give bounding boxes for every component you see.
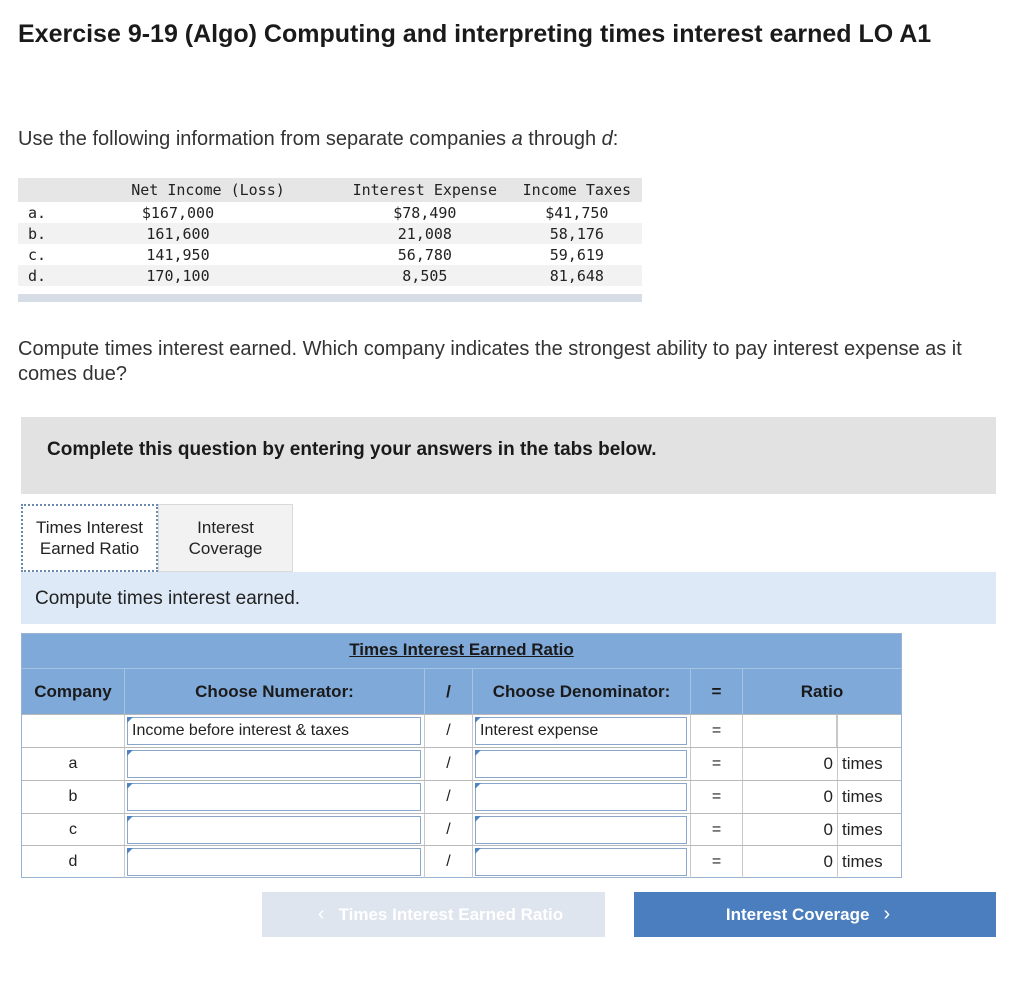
income-taxes-cell: 81,648 — [512, 265, 642, 286]
tab-label: Times Interest Earned Ratio — [35, 518, 144, 558]
net-income-cell: $167,000 — [141, 203, 215, 222]
income-taxes-cell: $41,750 — [545, 203, 609, 222]
numerator-input[interactable] — [127, 750, 421, 778]
equals-sign: = — [691, 748, 743, 780]
formula-row — [22, 714, 901, 747]
table-row — [22, 747, 901, 780]
company-cell — [22, 715, 125, 747]
numerator-select[interactable]: Income before interest & taxes — [127, 717, 421, 745]
table-row — [18, 223, 642, 244]
header-numerator: Choose Numerator: — [125, 669, 425, 715]
divide-sign: / — [425, 814, 473, 846]
company-cell: d — [22, 846, 125, 878]
answer-grid — [21, 633, 902, 878]
tab-times-interest-earned-ratio[interactable] — [21, 504, 158, 572]
prev-tab-button[interactable] — [262, 892, 605, 937]
table-header-row — [18, 178, 642, 202]
header-ratio: Ratio — [800, 682, 844, 701]
header-equals: = — [691, 669, 743, 715]
equals-sign: = — [691, 846, 743, 878]
chevron-right-icon: › — [883, 903, 891, 925]
page-title: Exercise 9-19 (Algo) Computing and interpreting times interest earned LO A1 — [18, 20, 932, 48]
table-row — [22, 813, 901, 846]
ratio-unit: times — [837, 781, 901, 813]
header-net-income: Net Income (Loss) — [78, 178, 338, 202]
table-row — [18, 265, 642, 286]
denominator-cell — [473, 781, 691, 813]
instructions-box — [21, 417, 996, 494]
tab-interest-coverage[interactable] — [158, 504, 293, 572]
denominator-select[interactable]: Interest expense — [475, 717, 687, 745]
divide-sign: / — [425, 846, 473, 878]
divide-sign: / — [425, 781, 473, 813]
net-income-cell: 161,600 — [78, 223, 338, 244]
ratio-value: 0 — [823, 754, 833, 773]
unit-cell — [837, 715, 901, 747]
denominator-cell — [473, 748, 691, 780]
chevron-left-icon: ‹ — [317, 903, 325, 925]
panel-header-text: Compute times interest earned. — [35, 588, 301, 609]
numerator-input[interactable] — [127, 848, 421, 876]
numerator-input[interactable] — [127, 783, 421, 811]
interest-expense-cell: 21,008 — [338, 223, 512, 244]
question-text: Compute times interest earned. Which company indicates the strongest ability to pay interest expense as it comes due? — [18, 338, 962, 385]
ratio-unit: times — [837, 814, 901, 846]
denominator-input[interactable] — [475, 750, 687, 778]
table-row — [18, 202, 642, 223]
company-data-table — [18, 178, 642, 286]
grid-title-bar — [22, 634, 901, 668]
table-footer-bar — [18, 294, 642, 302]
equals-sign: = — [691, 715, 743, 747]
divide-sign: / — [425, 748, 473, 780]
numerator-cell — [125, 781, 425, 813]
equals-sign: = — [691, 814, 743, 846]
numerator-input[interactable] — [127, 816, 421, 844]
equals-sign: = — [691, 781, 743, 813]
ratio-unit: times — [837, 748, 901, 780]
header-income-taxes: Income Taxes — [512, 178, 642, 202]
interest-expense-cell: $78,490 — [393, 203, 457, 222]
panel-header — [21, 572, 996, 624]
numerator-cell — [125, 748, 425, 780]
ratio-cell — [743, 715, 837, 747]
company-cell: b — [22, 781, 125, 813]
table-row — [22, 845, 901, 877]
intro-colon: : — [612, 128, 619, 150]
divide-sign: / — [425, 715, 473, 747]
prev-tab-label: Times Interest Earned Ratio — [338, 904, 564, 924]
intro-lead: Use the following information from separate companies — [18, 128, 512, 150]
table-row — [18, 244, 642, 265]
interest-expense-cell: 56,780 — [397, 245, 452, 264]
ratio-unit: times — [837, 846, 901, 878]
row-label: a. — [28, 203, 47, 222]
grid-title: Times Interest Earned Ratio — [349, 640, 574, 659]
header-divide: / — [425, 669, 473, 715]
table-row — [22, 780, 901, 813]
denominator-input[interactable] — [475, 848, 687, 876]
company-cell: a — [22, 748, 125, 780]
denominator-cell — [473, 715, 691, 747]
intro-through: through — [522, 128, 602, 150]
intro-a: a — [511, 128, 523, 150]
intro-d: d — [601, 128, 613, 150]
denominator-cell — [473, 846, 691, 878]
company-cell: c — [22, 814, 125, 846]
ratio-value: 0 — [823, 820, 833, 839]
denominator-input[interactable] — [475, 816, 687, 844]
numerator-cell — [125, 846, 425, 878]
tab-label: Interest Coverage — [188, 518, 263, 558]
header-interest-expense: Interest Expense — [338, 178, 512, 202]
income-taxes-cell: 59,619 — [549, 245, 604, 264]
header-blank — [18, 178, 78, 202]
numerator-cell — [125, 715, 425, 747]
net-income-cell: 141,950 — [146, 245, 210, 264]
row-label: c. — [28, 245, 47, 264]
next-tab-label: Interest Coverage — [725, 904, 870, 924]
instructions-text: Complete this question by entering your answers in the tabs below. — [47, 439, 657, 460]
numerator-cell — [125, 814, 425, 846]
header-company: Company — [22, 669, 125, 715]
grid-header-row — [22, 668, 901, 715]
ratio-value: 0 — [823, 852, 833, 871]
row-label: d. — [18, 265, 78, 286]
net-income-cell: 170,100 — [78, 265, 338, 286]
next-tab-button[interactable] — [634, 892, 996, 937]
ratio-value: 0 — [823, 787, 833, 806]
interest-expense-cell: 8,505 — [338, 265, 512, 286]
header-denominator: Choose Denominator: — [473, 669, 691, 715]
denominator-cell — [473, 814, 691, 846]
income-taxes-cell: 58,176 — [512, 223, 642, 244]
intro-text — [18, 128, 618, 151]
row-label: b. — [18, 223, 78, 244]
denominator-input[interactable] — [475, 783, 687, 811]
